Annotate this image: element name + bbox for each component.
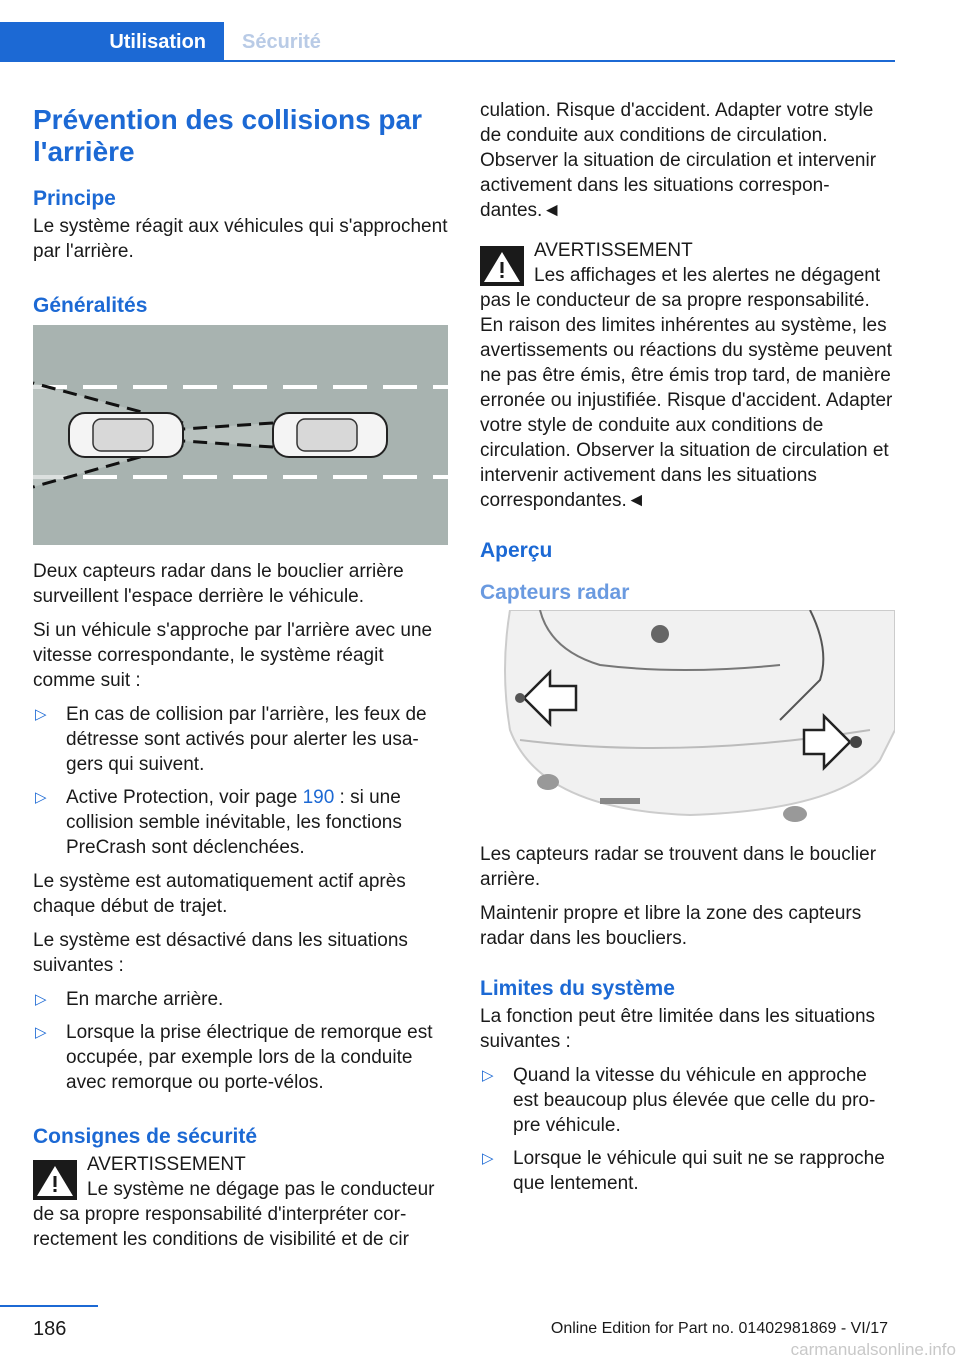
- bullet-triangle-icon: ▷: [482, 1067, 494, 1084]
- generalites-p4: Le système est désactivé dans les situations suivantes :: [33, 930, 408, 976]
- edition-text: Online Edition for Part no. 01402981869 - VI/17: [550, 1320, 888, 1337]
- generalites-p2: Si un véhicule s'approche par l'arrière avec une vitesse correspondante, le système réagit comme suit :: [33, 620, 433, 691]
- warning-block-1: [33, 1152, 448, 1252]
- bullet-triangle-icon: ▷: [35, 1024, 47, 1041]
- heading-generalites: Généralités: [33, 294, 148, 317]
- capteurs-p2: Maintenir propre et libre la zone des capteurs radar dans les boucliers.: [480, 903, 862, 949]
- left-column: [33, 98, 448, 1261]
- limits-list: [480, 1063, 895, 1196]
- rear-bumper-illustration: [480, 610, 895, 826]
- warning-block-2: [480, 238, 895, 513]
- list-item: ▷ En marche arrière.: [35, 989, 224, 1010]
- tab-utilisation[interactable]: Utilisation: [0, 22, 224, 62]
- list-item: ▷ Lorsque la prise électrique de remorque est occupée, par exemple lors de la conduite avec remorque ou porte-vélos.: [35, 1022, 433, 1093]
- warning-title: AVERTISSEMENT: [534, 240, 693, 261]
- list-item: ▷ Active Protection, voir page 190 : si une collision semble inévitable, les fonctions PreCrash sont déclenchées.: [35, 787, 402, 858]
- car-diagram-illustration: [33, 325, 448, 545]
- generalites-p3: Le système est automatiquement actif après chaque début de trajet.: [33, 871, 406, 917]
- bullet-triangle-icon: ▷: [35, 991, 47, 1008]
- warning-title: AVERTISSEMENT: [87, 1154, 246, 1175]
- limites-p1: La fonction peut être limitée dans les situations suivantes :: [480, 1006, 876, 1052]
- principe-text: Le système réagit aux véhicules qui s'approchent par l'arrière.: [33, 216, 448, 262]
- tab-securite[interactable]: Sécurité: [242, 30, 321, 53]
- deactivation-list: [33, 987, 448, 1095]
- rear-car-icon: [69, 413, 183, 457]
- heading-capteurs-radar: Capteurs radar: [480, 581, 630, 604]
- bullet-triangle-icon: ▷: [35, 789, 47, 806]
- right-column: [480, 98, 895, 1205]
- footer-divider: [0, 1305, 98, 1307]
- heading-apercu: Aperçu: [480, 539, 553, 562]
- bullet-triangle-icon: ▷: [482, 1150, 494, 1167]
- brand-logo-icon: [651, 625, 669, 643]
- heading-principe: Principe: [33, 187, 116, 210]
- figure-car-rear-radar: [33, 325, 448, 545]
- page-header: [0, 22, 895, 62]
- warning-triangle-icon: [33, 1160, 77, 1200]
- page-number: 186: [33, 1318, 67, 1340]
- page-title: Prévention des collisions par l'arrière: [33, 104, 423, 167]
- capteurs-p1: Les capteurs radar se trouvent dans le bouclier arrière.: [480, 844, 877, 890]
- list-item: ▷ Quand la vitesse du véhicule en approche est beaucoup plus élevée que celle du propre véhicule.: [482, 1065, 876, 1136]
- bullet-triangle-icon: ▷: [35, 706, 47, 723]
- generalites-p1: Deux capteurs radar dans le bouclier arrière surveillent l'espace derrière le véhicule.: [33, 561, 404, 607]
- heading-limites: Limites du système: [480, 977, 675, 1000]
- header-divider: [224, 60, 895, 62]
- warning-triangle-icon: [480, 246, 524, 286]
- reaction-list: [33, 702, 448, 860]
- front-car-icon: [273, 413, 387, 457]
- warning-text: Les affichages et les alertes ne dégagent pas le conducteur de sa propre responsabilité. En raison des limites inhérentes au système, les avertissements ou réactions du système peuvent ne pas être émis, être émis trop tard, de manière erronée ou injustifiée. Risque d'accident. Adapter votre style de conduite aux conditions de circulation. Observer la situation de circulation et intervenir activement dans les situations correspondantes.◄: [480, 265, 893, 511]
- list-item: ▷ En cas de collision par l'arrière, les feux de détresse sont activés pour alerter les usagers qui suivent.: [35, 704, 427, 775]
- heading-consignes: Consignes de sécurité: [33, 1125, 258, 1148]
- page-link-190[interactable]: 190: [302, 787, 335, 808]
- watermark: carmanualsonline.info: [790, 1340, 956, 1359]
- warning-text: Le système ne dégage pas le conducteur de sa propre responsabilité d'interpréter correctement les conditions de visibilité et de cir: [33, 1179, 435, 1250]
- list-item: ▷ Lorsque le véhicule qui suit ne se rapproche que lentement.: [482, 1148, 885, 1194]
- figure-rear-bumper-sensors: [480, 610, 895, 826]
- warning-continuation: culation. Risque d'accident. Adapter votre style de conduite aux conditions de circulation. Observer la situation de circulation et intervenir activement dans les situations correspondantes.◄: [480, 100, 877, 221]
